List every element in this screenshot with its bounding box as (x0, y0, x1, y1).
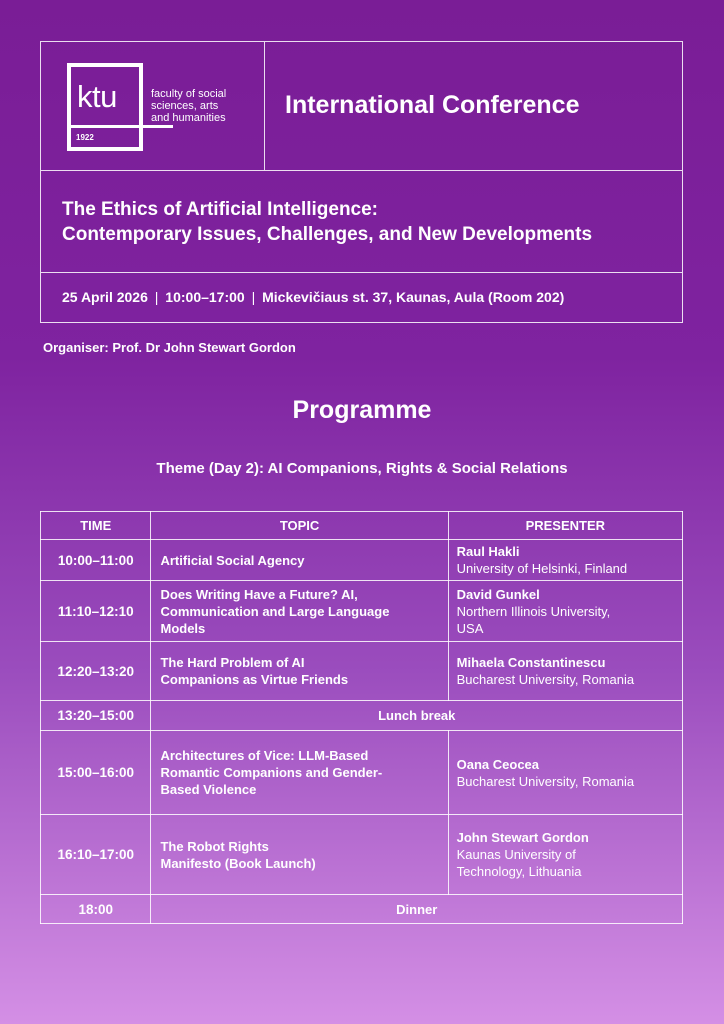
topic-line: Architectures of Vice: LLM-Based (160, 748, 369, 763)
topic-line: Does Writing Have a Future? AI, (160, 586, 358, 602)
session-presenter (448, 731, 682, 815)
presenter-affiliation: Bucharest University, Romania (456, 773, 635, 789)
session-presenter (448, 581, 682, 642)
presenter-name: Mihaela Constantinescu (456, 655, 606, 670)
conference-title (62, 197, 592, 247)
table-row (41, 642, 683, 701)
table-row (41, 581, 683, 642)
presenter-name: John Stewart Gordon (456, 830, 589, 845)
session-presenter (448, 642, 682, 701)
presenter-affiliation: Northern Illinois University, (456, 603, 611, 619)
conference-header (40, 41, 683, 323)
session-time: 15:00–16:00 (41, 731, 151, 815)
session-topic (151, 540, 448, 581)
logo-underline (71, 125, 173, 128)
logo-square (67, 63, 143, 151)
topic-line: Models (160, 620, 206, 636)
dinner: Dinner (151, 895, 683, 924)
table-row (41, 895, 683, 924)
logo-year: 1922 (76, 133, 94, 142)
table-row (41, 701, 683, 731)
session-time: 11:10–12:10 (41, 581, 151, 642)
session-time: 16:10–17:00 (41, 815, 151, 895)
topic-line: Communication and Large Language (160, 603, 390, 619)
faculty-name (151, 88, 256, 124)
topic-line: Manifesto (Book Launch) (160, 855, 316, 871)
presenter-affiliation: University of Helsinki, Finland (456, 561, 628, 576)
topic-line: The Robot Rights (160, 838, 269, 854)
column-header-presenter: PRESENTER (448, 512, 682, 540)
table-row (41, 731, 683, 815)
presenter-affiliation: Technology, Lithuania (456, 864, 582, 879)
session-time: 10:00–11:00 (41, 540, 151, 581)
session-topic (151, 642, 448, 701)
conference-title-block (41, 170, 682, 273)
presenter-affiliation: Bucharest University, Romania (456, 672, 635, 687)
event-date: 25 April 2026 (62, 289, 148, 305)
header-top-row (41, 42, 682, 171)
event-time: 10:00–17:00 (165, 289, 245, 305)
column-header-topic: TOPIC (151, 512, 448, 540)
conference-label: International Conference (285, 91, 580, 119)
session-topic (151, 815, 448, 895)
lunch-break: Lunch break (151, 701, 683, 731)
title-line: The Ethics of Artificial Intelligence: (62, 199, 379, 220)
presenter-affiliation: Kaunas University of (456, 847, 576, 862)
session-presenter (448, 815, 682, 895)
topic-line: Artificial Social Agency (160, 552, 305, 568)
ktu-logo (41, 42, 265, 170)
schedule-table (40, 511, 683, 924)
session-presenter (448, 540, 682, 581)
theme-heading: Theme (Day 2): AI Companions, Rights & Social Relations (156, 460, 568, 477)
presenter-name: Oana Ceocea (456, 756, 540, 772)
faculty-line: faculty of social (151, 88, 227, 100)
topic-line: Romantic Companions and Gender- (160, 765, 383, 780)
event-location: Mickevičiaus st. 37, Kaunas, Aula (Room 202) (262, 289, 565, 305)
session-time: 12:20–13:20 (41, 642, 151, 701)
session-topic (151, 731, 448, 815)
session-topic (151, 581, 448, 642)
session-time: 13:20–15:00 (41, 701, 151, 731)
organiser: Organiser: Prof. Dr John Stewart Gordon (43, 340, 296, 355)
presenter-name: Raul Hakli (456, 544, 520, 559)
table-row (41, 540, 683, 581)
presenter-affiliation: USA (456, 620, 484, 636)
topic-line: The Hard Problem of AI (160, 655, 305, 670)
session-time: 18:00 (41, 895, 151, 924)
topic-line: Based Violence (160, 782, 257, 797)
programme-heading: Programme (292, 396, 432, 424)
presenter-name: David Gunkel (456, 586, 540, 602)
column-header-time: TIME (41, 512, 151, 540)
topic-line: Companions as Virtue Friends (160, 672, 349, 687)
title-line: Contemporary Issues, Challenges, and New Developments (62, 224, 593, 245)
faculty-line: and humanities (151, 112, 226, 124)
table-row (41, 815, 683, 895)
event-details: 25 April 2026 | 10:00–17:00 | Mickevičiaus st. 37, Kaunas, Aula (Room 202) (62, 289, 565, 305)
logo-brand: ktu (77, 79, 117, 114)
table-header-row (41, 512, 683, 540)
faculty-line: sciences, arts (151, 100, 219, 112)
